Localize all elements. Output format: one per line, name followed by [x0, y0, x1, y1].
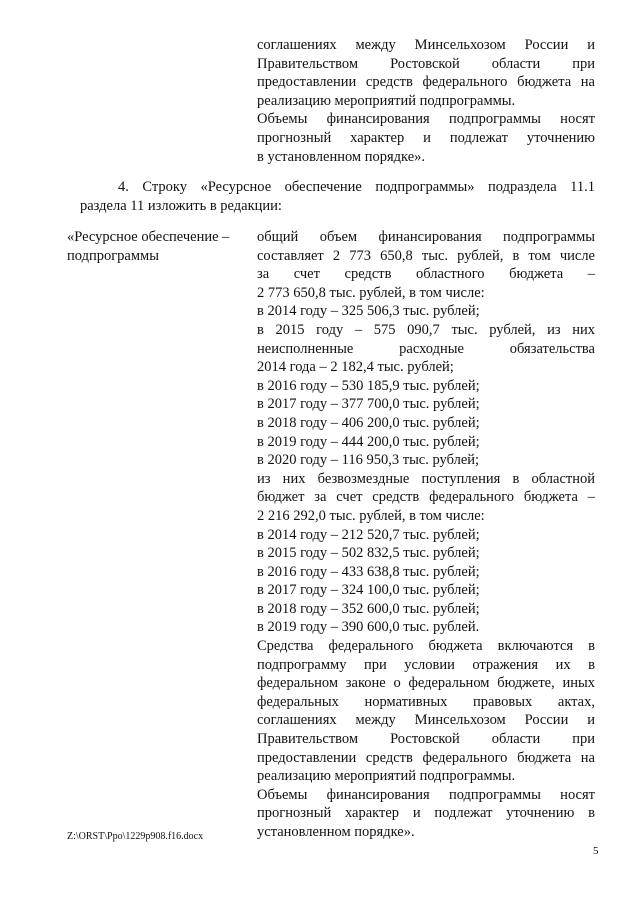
text-line: 2 216 292,0 тыс. рублей, в том числе: — [257, 507, 485, 524]
text-line: 2014 года – 2 182,4 тыс. рублей; — [257, 359, 454, 376]
text-line: Средства федерального бюджета включаются в — [257, 638, 595, 655]
instruction-paragraph — [80, 178, 595, 215]
text-line: в 2014 году – 212 520,7 тыс. рублей; — [257, 526, 480, 543]
text-line: в 2016 году – 530 185,9 тыс. рублей; — [257, 377, 480, 394]
text-line: в установленном порядке». — [257, 148, 426, 165]
row-label-line-2: подпрограммы — [67, 247, 159, 264]
text-line: в 2017 году – 324 100,0 тыс. рублей; — [257, 582, 480, 599]
text-line: реализацию мероприятий подпрограммы. — [257, 92, 516, 109]
instruction-line-2: раздела 11 изложить в редакции: — [80, 197, 282, 214]
text-line: прогнозный характер и подлежат уточнению — [257, 129, 595, 146]
text-line: общий объем финансирования подпрограммы — [257, 229, 595, 245]
text-line: предоставлении средств федерального бюджета на — [257, 74, 595, 91]
text-line: подпрограмму при условии отражения их в — [257, 656, 595, 673]
text-line: в 2015 году – 575 090,7 тыс. рублей, из них — [257, 321, 595, 338]
page-number: 5 — [593, 845, 599, 857]
file-path-footer: Z:\ORST\Ppo\1229p908.f16.docx — [67, 831, 204, 842]
text-line: Правительством Ростовской области при — [257, 55, 595, 72]
text-line: в 2016 году – 433 638,8 тыс. рублей; — [257, 563, 480, 580]
text-line: в 2017 году – 377 700,0 тыс. рублей; — [257, 396, 480, 413]
text-line: в 2019 году – 444 200,0 тыс. рублей; — [257, 433, 480, 450]
text-line: из них безвозмездные поступления в областной — [257, 470, 595, 487]
text-line: предоставлении средств федерального бюджета на — [257, 749, 595, 766]
text-line: федеральных нормативных правовых актах, — [257, 693, 595, 710]
row-label-line-1: «Ресурсное обеспечение – — [67, 229, 230, 245]
text-line: в 2018 году – 406 200,0 тыс. рублей; — [257, 414, 480, 431]
text-line: Правительством Ростовской области при — [257, 731, 595, 748]
text-line: прогнозный характер и подлежат уточнению в — [257, 805, 595, 822]
text-line: в 2015 году – 502 832,5 тыс. рублей; — [257, 545, 480, 562]
text-line: Объемы финансирования подпрограммы носят — [257, 786, 595, 803]
text-line: в 2018 году – 352 600,0 тыс. рублей; — [257, 600, 480, 617]
text-line: составляет 2 773 650,8 тыс. рублей, в том числе — [257, 247, 595, 264]
text-line: федеральном законе о федеральном бюджете, иных — [257, 675, 595, 692]
top-continuation-text — [257, 36, 595, 166]
text-line: соглашениях между Минсельхозом России и — [257, 712, 595, 729]
row-label — [67, 228, 247, 265]
text-line: установленном порядке». — [257, 824, 415, 840]
main-text-block — [257, 228, 595, 842]
text-line: за счет средств областного бюджета – — [257, 266, 595, 283]
text-line: бюджет за счет средств федерального бюджета – — [257, 489, 595, 506]
text-line: неисполненные расходные обязательства — [257, 340, 595, 357]
instruction-line-1: 4. Строку «Ресурсное обеспечение подпрограммы» подраздела 11.1 — [118, 179, 595, 195]
text-line: реализацию мероприятий подпрограммы. — [257, 768, 516, 785]
text-line: в 2019 году – 390 600,0 тыс. рублей. — [257, 619, 480, 636]
text-line: 2 773 650,8 тыс. рублей, в том числе: — [257, 284, 485, 301]
text-line: в 2020 году – 116 950,3 тыс. рублей; — [257, 452, 480, 469]
text-line: соглашениях между Минсельхозом России и — [257, 37, 595, 53]
text-line: Объемы финансирования подпрограммы носят — [257, 111, 595, 128]
text-line: в 2014 году – 325 506,3 тыс. рублей; — [257, 303, 480, 320]
